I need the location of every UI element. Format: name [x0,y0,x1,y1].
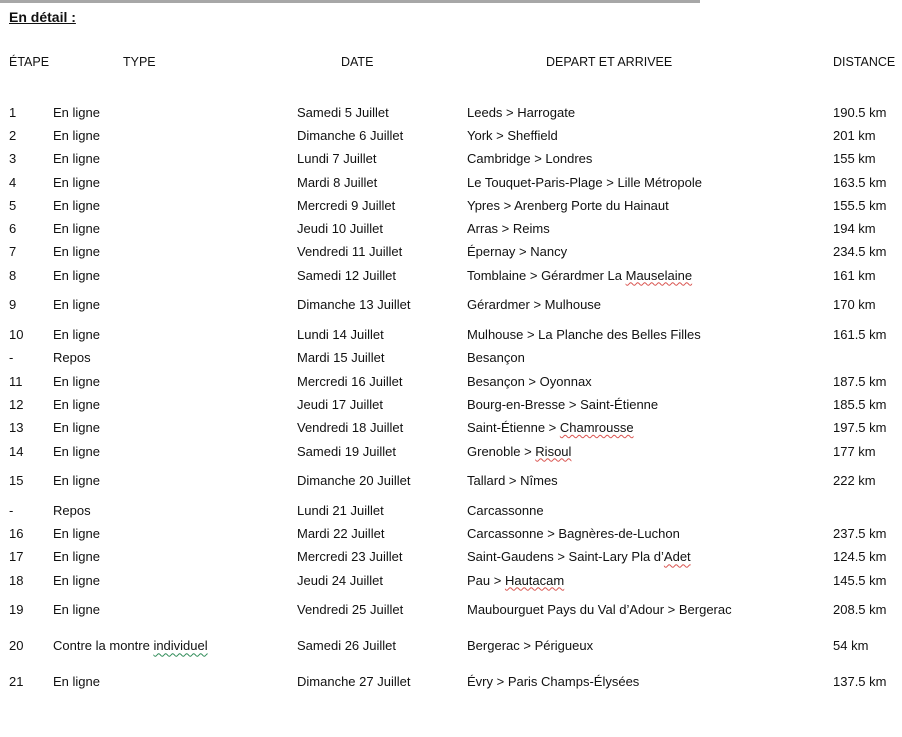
table-row [0,347,902,370]
stage-route [467,440,833,463]
table-row [0,323,902,346]
stage-distance: 137.5 km [833,674,887,690]
table-header-row [0,52,902,79]
table-row [0,440,902,463]
stage-number: 8 [9,267,17,283]
stage-route: Carcassonne [467,502,544,518]
stage-number: 1 [9,104,17,120]
stage-date: Samedi 26 Juillet [297,638,396,654]
stage-date: Dimanche 27 Juillet [297,674,411,690]
stage-route [467,417,833,440]
stage-distance: 145.5 km [833,572,887,588]
stage-number: 6 [9,221,17,237]
table-row [0,148,902,171]
route-text-flagged: Chamrousse [559,420,634,436]
stage-number: 13 [9,420,24,436]
stage-route: Carcassonne > Bagnères-de-Luchon [467,526,680,542]
table-row [0,241,902,264]
column-header-date: DATE [341,55,374,69]
stage-number: - [9,350,14,366]
stage-date: Dimanche 13 Juillet [297,297,411,313]
stage-distance [833,499,902,522]
stage-number: 2 [9,127,17,143]
stage-type: Repos [53,350,91,366]
table-row [0,592,902,628]
stage-type: En ligne [53,473,100,489]
stage-number: 5 [9,197,17,213]
route-text: Grenoble > [467,443,536,459]
stage-number: 19 [9,602,24,618]
table-row [0,522,902,545]
stage-distance: 124.5 km [833,549,887,565]
route-text-flagged: Hautacam [504,572,565,588]
stage-distance [833,347,902,370]
stage-type: En ligne [53,127,100,143]
stage-number: 12 [9,396,24,412]
table-row [0,287,902,323]
type-text-flagged: individuel [153,638,208,654]
stage-date: Jeudi 10 Juillet [297,221,383,237]
stage-type: En ligne [53,572,100,588]
table-row [0,194,902,217]
route-text-flagged: Adet [663,549,691,565]
stage-number: 7 [9,244,17,260]
stage-number: 3 [9,151,17,167]
top-border [0,0,700,3]
stage-distance: 170 km [833,297,876,313]
route-text: Saint-Gaudens > Saint-Lary Pla d’ [467,549,664,565]
stages-table [0,52,902,700]
stage-type: En ligne [53,174,100,190]
table-row [0,171,902,194]
stage-route: Besançon [467,350,525,366]
stage-type: En ligne [53,327,100,343]
stage-type: En ligne [53,244,100,260]
stage-route [467,569,833,592]
stage-distance: 237.5 km [833,526,887,542]
stage-distance: 54 km [833,638,869,654]
stage-number: 10 [9,327,24,343]
stage-distance: 201 km [833,127,876,143]
table-row [0,628,902,664]
stage-type: En ligne [53,602,100,618]
stage-distance: 194 km [833,221,876,237]
stage-type: En ligne [53,443,100,459]
stage-number: 18 [9,572,24,588]
route-text: Saint-Étienne > [467,420,560,436]
stage-route: Tallard > Nîmes [467,473,558,489]
table-row [0,264,902,287]
stage-date: Mardi 15 Juillet [297,350,385,366]
stage-number: 15 [9,473,24,489]
stage-date: Dimanche 20 Juillet [297,473,411,489]
route-text-flagged: Mauselaine [625,267,693,283]
stage-date: Jeudi 24 Juillet [297,572,383,588]
stage-distance: 185.5 km [833,396,887,412]
stage-type: En ligne [53,674,100,690]
stage-type: En ligne [53,197,100,213]
stage-number: 16 [9,526,24,542]
stage-date: Lundi 14 Juillet [297,327,384,343]
stage-distance: 197.5 km [833,420,887,436]
stage-type: En ligne [53,104,100,120]
stage-route: Leeds > Harrogate [467,104,576,120]
stage-route: Arras > Reims [467,221,550,237]
stage-date: Mercredi 23 Juillet [297,549,403,565]
stage-type: En ligne [53,267,100,283]
stage-number: 4 [9,174,17,190]
stage-type: En ligne [53,221,100,237]
stage-type: En ligne [53,549,100,565]
stage-route [467,546,833,569]
stage-number: 20 [9,638,24,654]
stage-date: Lundi 7 Juillet [297,151,377,167]
stage-distance: 222 km [833,473,876,489]
route-text: Pau > [467,572,505,588]
stage-number: 14 [9,443,24,459]
stage-type: En ligne [53,420,100,436]
stage-date: Vendredi 11 Juillet [297,244,403,260]
stage-type: En ligne [53,151,100,167]
column-header-etape: ÉTAPE [9,55,50,69]
stage-date: Mercredi 9 Juillet [297,197,396,213]
stage-distance: 155 km [833,151,876,167]
stage-date: Mercredi 16 Juillet [297,373,403,389]
stage-type: En ligne [53,373,100,389]
stage-route: Épernay > Nancy [467,244,568,260]
stage-distance: 177 km [833,443,876,459]
stage-date: Dimanche 6 Juillet [297,127,404,143]
stage-distance: 208.5 km [833,602,887,618]
stage-route: Cambridge > Londres [467,151,593,167]
stage-type: En ligne [53,297,100,313]
stage-type [53,628,297,664]
stage-distance: 190.5 km [833,104,887,120]
stage-distance: 161.5 km [833,327,887,343]
stage-route: Bergerac > Périgueux [467,638,594,654]
table-row [0,393,902,416]
stage-type: En ligne [53,396,100,412]
stage-route: Besançon > Oyonnax [467,373,592,389]
stage-route: Évry > Paris Champs-Élysées [467,674,640,690]
column-header-type: TYPE [123,55,156,69]
stage-date: Samedi 19 Juillet [297,443,396,459]
stage-date: Lundi 21 Juillet [297,502,384,518]
stage-route: Maubourguet Pays du Val d’Adour > Bergerac [467,602,732,618]
stage-distance: 234.5 km [833,244,887,260]
page-title: En détail : [9,9,76,25]
table-row [0,124,902,147]
table-row [0,463,902,499]
stage-type: Repos [53,502,91,518]
table-row [0,546,902,569]
stage-number: 17 [9,549,24,565]
table-row [0,370,902,393]
stage-number: 11 [9,373,23,389]
stage-distance: 155.5 km [833,197,887,213]
route-text: Tomblaine > Gérardmer La [467,267,626,283]
table-row [0,417,902,440]
stage-distance: 163.5 km [833,174,887,190]
column-header-route: DEPART ET ARRIVEE [546,55,673,69]
stage-date: Vendredi 18 Juillet [297,420,404,436]
stage-date: Samedi 5 Juillet [297,104,389,120]
route-text-flagged: Risoul [535,443,572,459]
spacer-row [0,79,902,101]
stage-route: Ypres > Arenberg Porte du Hainaut [467,197,669,213]
stage-date: Jeudi 17 Juillet [297,396,383,412]
stage-number: 21 [9,674,24,690]
type-text: Contre la montre [53,638,154,654]
stage-route: Bourg-en-Bresse > Saint-Étienne [467,396,659,412]
stage-number: - [9,502,14,518]
stage-date: Mardi 8 Juillet [297,174,378,190]
stage-distance: 187.5 km [833,373,887,389]
stage-route: Mulhouse > La Planche des Belles Filles [467,327,701,343]
table-row [0,569,902,592]
stage-date: Samedi 12 Juillet [297,267,396,283]
stage-date: Mardi 22 Juillet [297,526,385,542]
table-row [0,664,902,700]
table-row [0,101,902,124]
stage-route: York > Sheffield [467,127,558,143]
stage-date: Vendredi 25 Juillet [297,602,404,618]
stage-number: 9 [9,297,17,313]
stage-type: En ligne [53,526,100,542]
stage-distance: 161 km [833,267,876,283]
stage-route: Le Touquet-Paris-Plage > Lille Métropole [467,174,702,190]
column-header-distance: DISTANCE [833,55,896,69]
table-row [0,217,902,240]
table-row [0,499,902,522]
stage-route: Gérardmer > Mulhouse [467,297,602,313]
stage-route [467,264,833,287]
